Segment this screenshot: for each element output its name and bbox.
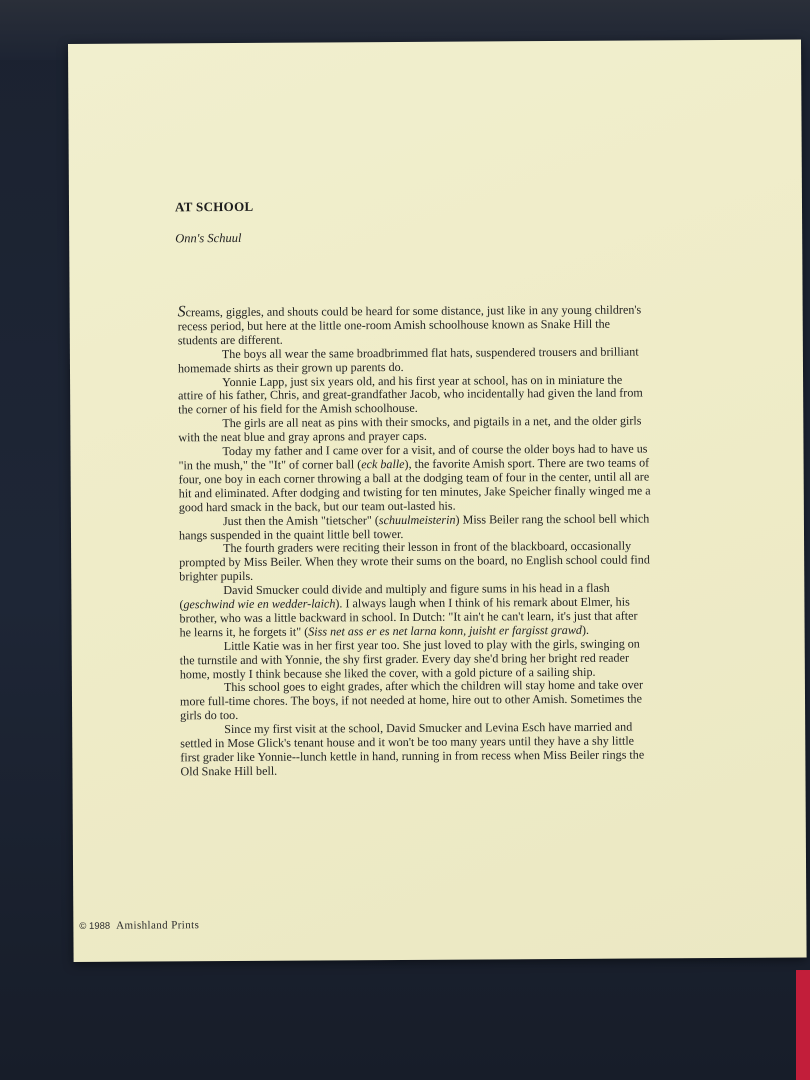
- paragraph-11: Since my first visit at the school, David Smucker and Levina Esch have married and settled in Mose Glick's tenant house and it won't be too many years until they have a shy little first grader like Yonnie--lunch kettle in hand, running in from recess when Miss Beiler rings the Old Snake Hill bell.: [180, 719, 645, 779]
- paragraph-8: [179, 582, 651, 641]
- paragraph-7: The fourth graders were reciting their lesson in front of the blackboard, occasionally prompted by Miss Beiler. When they wrote their sums on the board, no English school could find brighter pupils.: [179, 538, 650, 584]
- paragraph-text: ) Miss Beiler rang the school bell which hangs suspended in the quaint little bell tower.: [178, 511, 650, 542]
- page-subtitle: Onn's Schuul: [175, 230, 242, 246]
- paragraph-6: [179, 512, 651, 543]
- drop-cap: S: [177, 303, 186, 321]
- page-title: AT SCHOOL: [174, 198, 254, 215]
- italic-term: eck balle: [361, 456, 405, 472]
- paragraph-text: ). I always laugh when I think of his remark about Elmer, his brother, who was a little backward in school. In Dutch: "It ain't he can't learn, it's just that after he learns it, he forgets it" (: [179, 594, 638, 640]
- paragraph-text: David Smucker could divide and multiply and figure sums in his head in a flash (: [179, 580, 610, 612]
- paragraph-4: The girls are all neat as pins with their smocks, and pigtails in a net, and the older girls with the neat blue and gray aprons and prayer caps.: [178, 413, 642, 445]
- paragraph-9: Little Katie was in her first year too. She just loved to play with the girls, swinging on the turnstile and with Yonnie, the shy first grader. Every day she'd bring her bright red reader home, mostly I think because she liked the cover, with a gold picture of a sailing ship.: [179, 636, 640, 681]
- copyright-text: © 1988: [79, 920, 111, 932]
- paragraph-2: The boys all wear the same broadbrimmed flat hats, suspendered trousers and brilliant homemade shirts as their grown up parents do.: [177, 344, 639, 375]
- paragraph-3: Yonnie Lapp, just six years old, and his first year at school, has on in miniature the attire of his father, Chris, and great-grandfather Jacob, who incidentally had given the land from the corner of his field for the Amish schoolhouse.: [178, 372, 643, 417]
- paragraph-text: ), the favorite Amish sport. There are two teams of four, one boy in each corner throwing a ball at the dodging team of four in the center, until all are hit and eliminated. After dodging and twisting for ten minutes, Jake Speicher finally winged me a good hard smack in the back, but our team out-lasted his.: [178, 455, 651, 515]
- paragraph-text: Just then the Amish "tietscher" (: [222, 512, 379, 528]
- printed-page: [68, 40, 807, 962]
- story-body: [178, 302, 653, 779]
- italic-term: schuulmeisterin: [378, 512, 456, 527]
- paragraph-1: [178, 302, 650, 348]
- red-folder-corner: [796, 970, 810, 1080]
- paragraph-10: This school goes to eight grades, after which the children will stay home and take over more full-time chores. The boys, if not needed at home, hire out to other Amish. Sometimes the girls do too.: [179, 677, 644, 723]
- italic-quote: Siss net ass er es net larna konn, juisht er fargisst grawd: [308, 622, 582, 639]
- paragraph-5: [178, 443, 650, 515]
- paragraph-text: ).: [581, 622, 590, 637]
- copyright-footer: [79, 919, 199, 932]
- paragraph-text: creams, giggles, and shouts could be heard for some distance, just like in any young children's recess period, but here at the little one-room Amish schoolhouse known as Snake Hill the students are different.: [177, 302, 642, 348]
- italic-term: geschwind wie en wedder-laich: [183, 596, 336, 612]
- paragraph-text: Today my father and I came over for a visit, and of course the older boys had to have us "in the mush," the "It" of corner ball (: [178, 441, 648, 473]
- publisher-brand: Amishland Prints: [116, 919, 200, 932]
